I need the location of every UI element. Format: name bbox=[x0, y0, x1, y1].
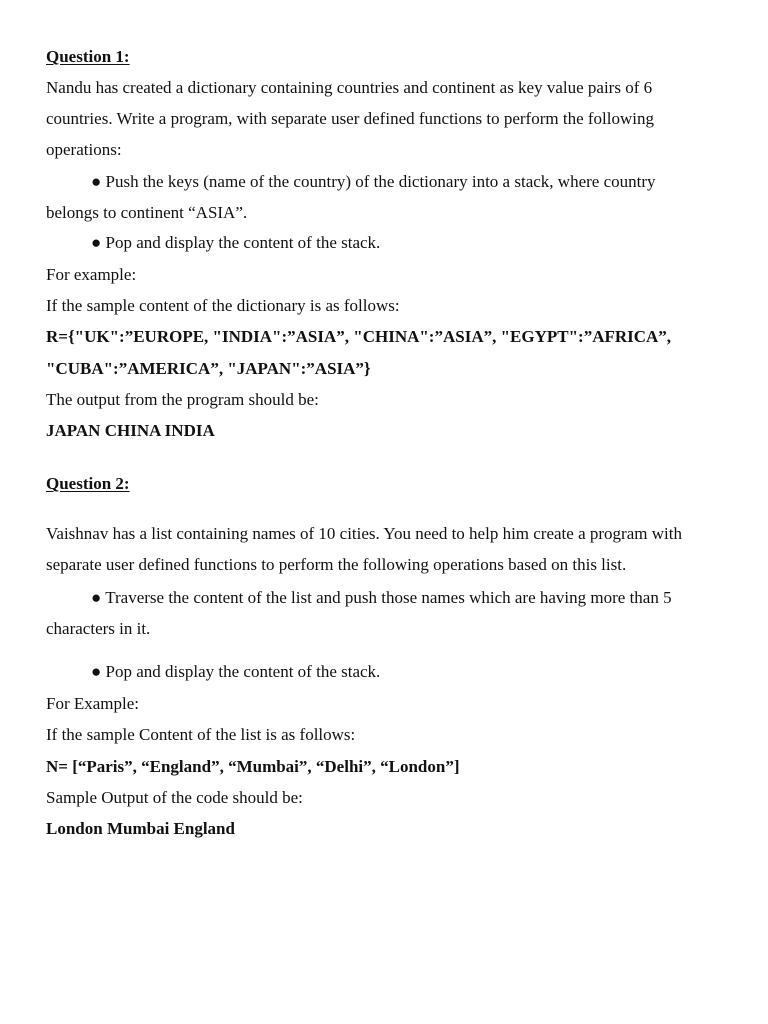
question-1-output: JAPAN CHINA INDIA bbox=[46, 421, 215, 440]
question-1-sample-code-line: R={"UK":”EUROPE, "INDIA":”ASIA”, "CHINA":”ASIA”, "EGYPT":”AFRICA”, bbox=[46, 327, 672, 346]
question-1-sample-intro: If the sample content of the dictionary is as follows: bbox=[46, 296, 400, 315]
question-2-bullet-traverse: ● Traverse the content of the list and push those names which are having more than 5 bbox=[91, 588, 672, 607]
question-1-bullet-push-continued: belongs to continent “ASIA”. bbox=[46, 203, 248, 222]
question-2-for-example: For Example: bbox=[46, 694, 140, 713]
question-1-text-line: operations: bbox=[46, 140, 122, 159]
question-1-bullet-push: ● Push the keys (name of the country) of the dictionary into a stack, where country bbox=[91, 172, 656, 191]
question-2-bullet-pop: ● Pop and display the content of the stack. bbox=[91, 662, 381, 681]
question-1-heading: Question 1: bbox=[46, 47, 130, 66]
question-2-output: London Mumbai England bbox=[46, 819, 235, 838]
question-2-sample-intro: If the sample Content of the list is as follows: bbox=[46, 725, 356, 744]
question-2-text-line: separate user defined functions to perform the following operations based on this list. bbox=[46, 555, 627, 574]
question-1-sample-code-line: "CUBA":”AMERICA”, "JAPAN":”ASIA”} bbox=[46, 359, 371, 378]
question-1-text-line: countries. Write a program, with separate user defined functions to perform the following bbox=[46, 109, 654, 128]
question-2-output-intro: Sample Output of the code should be: bbox=[46, 788, 303, 807]
question-1-output-intro: The output from the program should be: bbox=[46, 390, 319, 409]
question-1-bullet-pop: ● Pop and display the content of the stack. bbox=[91, 233, 381, 252]
question-2-bullet-traverse-continued: characters in it. bbox=[46, 619, 151, 638]
question-2-sample-code: N= [“Paris”, “England”, “Mumbai”, “Delhi”, “London”] bbox=[46, 757, 460, 776]
question-2-text-line: Vaishnav has a list containing names of 10 cities. You need to help him create a program with bbox=[46, 524, 682, 543]
question-1-for-example: For example: bbox=[46, 265, 137, 284]
question-2-heading: Question 2: bbox=[46, 474, 130, 493]
question-1-text-line: Nandu has created a dictionary containing countries and continent as key value pairs of 6 bbox=[46, 78, 653, 97]
